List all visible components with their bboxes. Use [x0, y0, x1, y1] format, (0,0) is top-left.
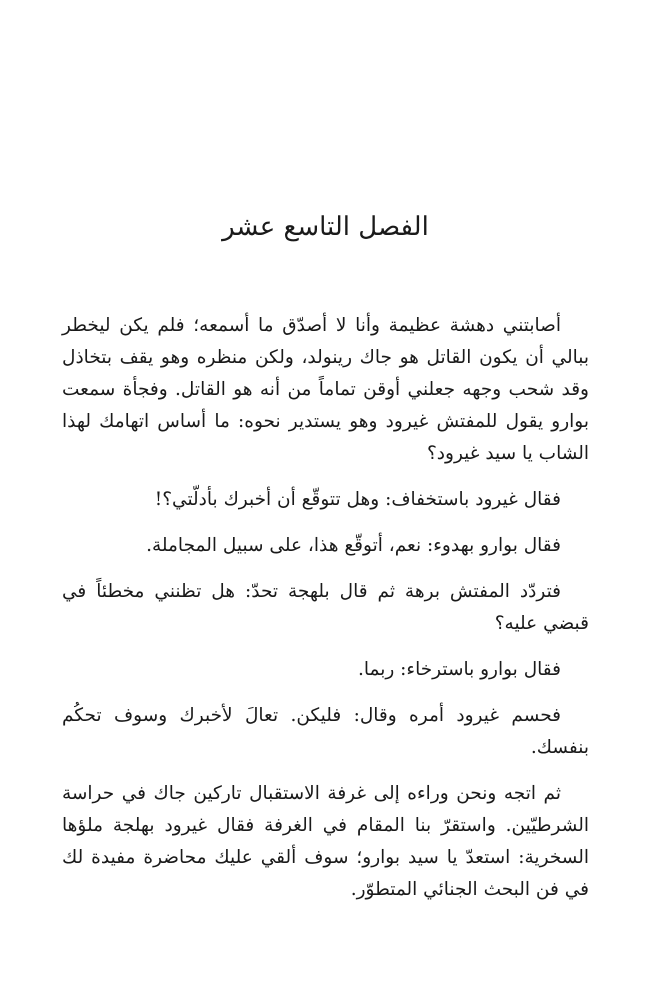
paragraph: فقال غيرود باستخفاف: وهل تتوقّع أن أخبرك بأدلّتي؟! — [154, 489, 561, 510]
chapter-body — [62, 310, 589, 920]
paragraph: فقال بوارو بهدوء: نعم، أتوقّع هذا، على سبيل المجاملة. — [146, 535, 561, 556]
paragraph: فقال بوارو باسترخاء: ربما. — [357, 659, 561, 680]
paragraph: فتردّد المفتش برهة ثم قال بلهجة تحدّ: هل تظنني مخطئاً في قبضي عليه؟ — [62, 581, 589, 634]
paragraph: ثم اتجه ونحن وراءه إلى غرفة الاستقبال تاركين جاك في حراسة الشرطيّين. واستقرّ بنا المقام في الغرفة فقال غيرود بهلجة ملؤها السخرية: استعدّ يا سيد بوارو؛ سوف ألقي عليك محاضرة مفيدة لك في فن البحث الجنائي المتطوّر. — [62, 783, 589, 900]
chapter-title: الفصل التاسع عشر — [222, 212, 429, 242]
paragraph: أصابتني دهشة عظيمة وأنا لا أصدّق ما أسمعه؛ فلم يكن ليخطر ببالي أن يكون القاتل هو جاك رينولد، ولكن منظره وهو يقف بتخاذل وقد شحب وجهه جعلني أوقن تماماً من أنه هو القاتل. وفجأة سمعت بوارو يقول للمفتش غيرود وهو يستدير نحوه: ما أساس اتهامك لهذا الشاب يا سيد غيرود؟ — [62, 315, 589, 464]
book-page — [62, 0, 589, 1000]
paragraph: فحسم غيرود أمره وقال: فليكن. تعالَ لأخبرك وسوف تحكُم بنفسك. — [62, 705, 589, 758]
